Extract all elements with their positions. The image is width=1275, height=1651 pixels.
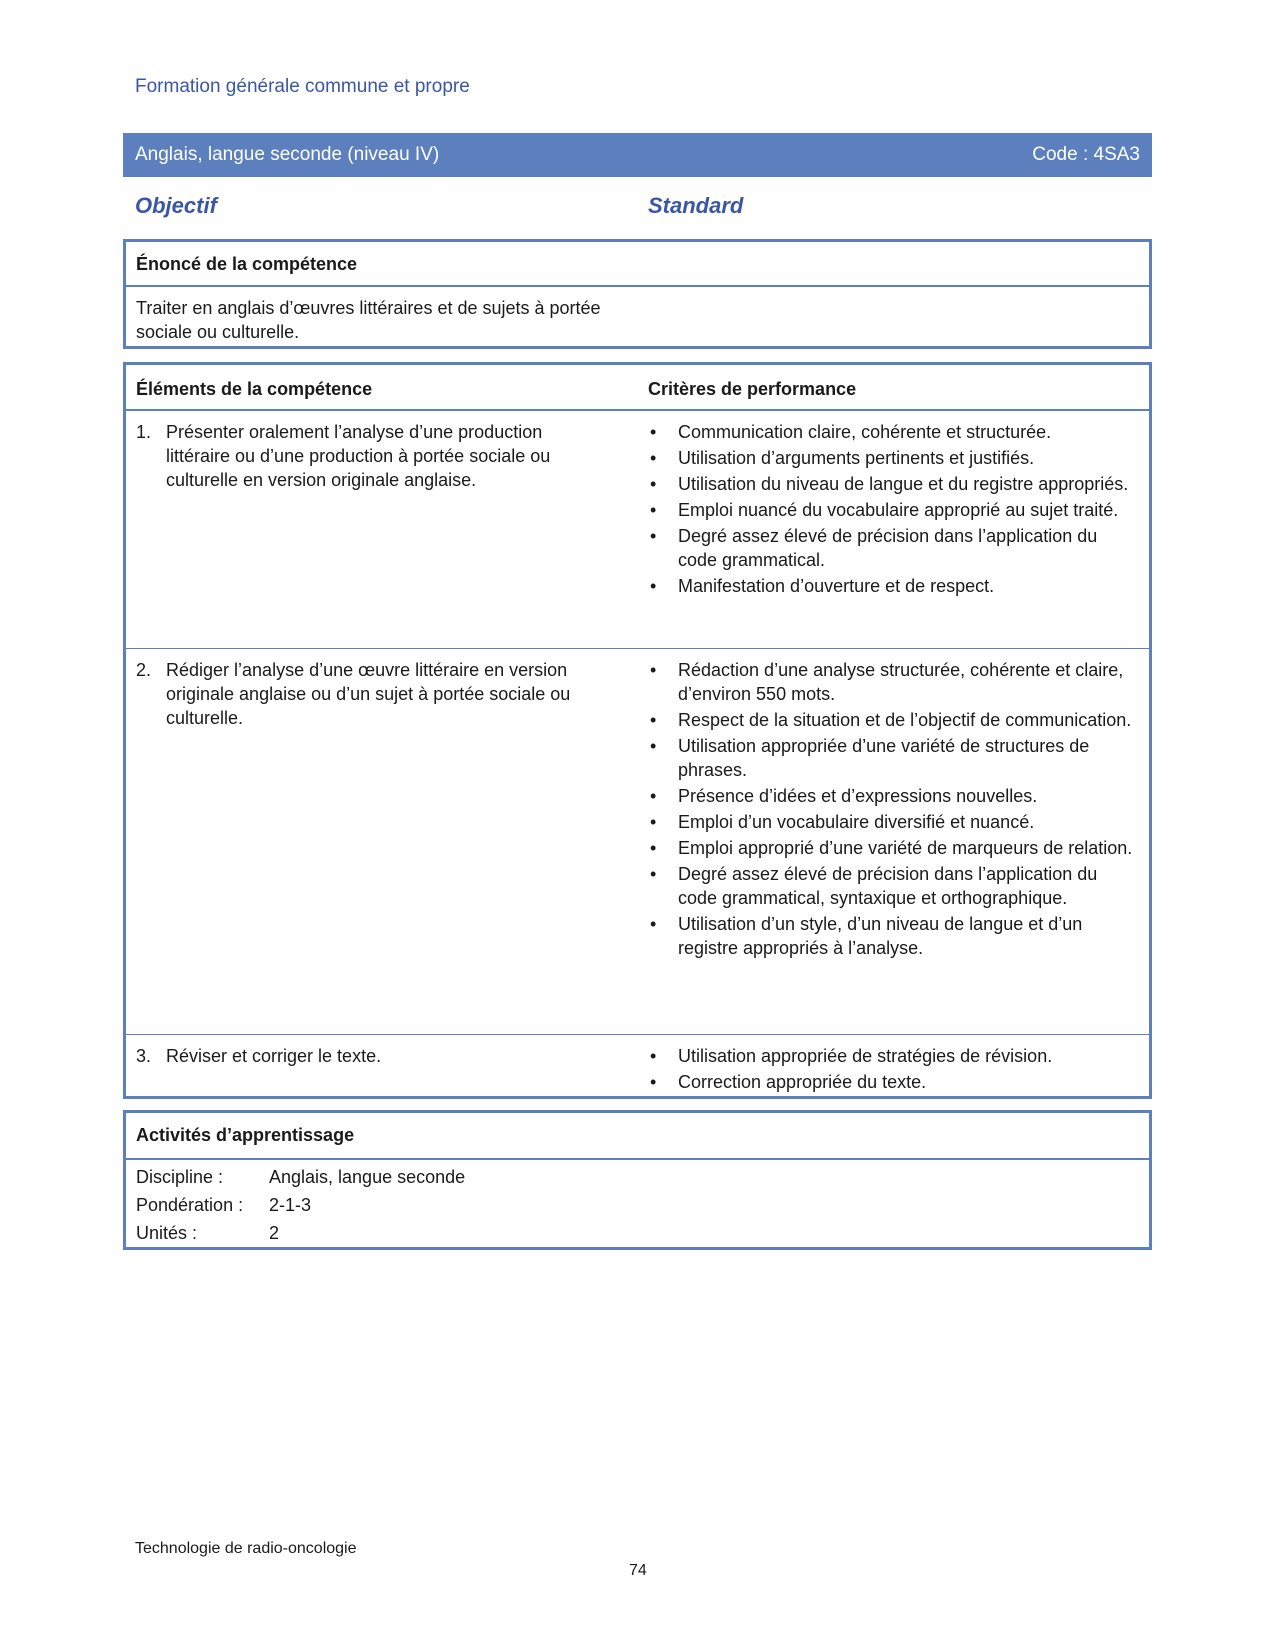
section-title: Formation générale commune et propre bbox=[135, 76, 470, 97]
criteria-text: Rédaction d’une analyse structurée, cohérente et claire, d’environ 550 mots. bbox=[678, 660, 1124, 704]
criteria-text: Utilisation appropriée d’une variété de structures de phrases. bbox=[678, 736, 1090, 780]
ponderation-value: 2-1-3 bbox=[269, 1195, 312, 1215]
element-text: Rédiger l’analyse d’une œuvre littéraire en version originale anglaise ou d’un sujet à portée sociale ou culturelle. bbox=[166, 660, 571, 728]
bullet-icon: • bbox=[650, 526, 657, 546]
criteria-text: Degré assez élevé de précision dans l’application du code grammatical. bbox=[678, 526, 1098, 570]
course-code: Code : 4SA3 bbox=[1032, 144, 1140, 165]
criteria-text: Correction appropriée du texte. bbox=[678, 1072, 927, 1092]
criteria-text: Utilisation d’un style, d’un niveau de langue et d’un registre appropriés à l’analyse. bbox=[678, 914, 1083, 958]
course-band bbox=[123, 133, 1152, 177]
element-number: 1. bbox=[136, 422, 152, 442]
criteria-item bbox=[648, 658, 1138, 706]
bullet-icon: • bbox=[650, 914, 657, 934]
bullet-icon: • bbox=[650, 710, 657, 730]
criteria-list bbox=[648, 1044, 1138, 1096]
bullet-icon: • bbox=[650, 812, 657, 832]
enonce-divider bbox=[126, 285, 1149, 287]
discipline-row bbox=[136, 1167, 465, 1188]
criteria-text: Emploi approprié d’une variété de marqueurs de relation. bbox=[678, 838, 1133, 858]
bullet-icon: • bbox=[650, 786, 657, 806]
criteria-text: Utilisation appropriée de stratégies de révision. bbox=[678, 1046, 1053, 1066]
element-number: 3. bbox=[136, 1046, 152, 1066]
bullet-icon: • bbox=[650, 1046, 657, 1066]
enonce-heading: Énoncé de la compétence bbox=[136, 254, 358, 274]
course-name: Anglais, langue seconde (niveau IV) bbox=[135, 144, 440, 165]
criteria-text: Emploi d’un vocabulaire diversifié et nuancé. bbox=[678, 812, 1035, 832]
criteria-text: Utilisation du niveau de langue et du registre appropriés. bbox=[678, 474, 1129, 494]
elements-table bbox=[123, 362, 1152, 1099]
activites-box bbox=[123, 1110, 1152, 1250]
bullet-icon: • bbox=[650, 864, 657, 884]
ponderation-label: Pondération : bbox=[136, 1195, 244, 1215]
criteria-heading: Critères de performance bbox=[648, 379, 857, 399]
unites-value: 2 bbox=[269, 1223, 280, 1243]
criteria-list bbox=[648, 658, 1138, 962]
criteria-item bbox=[648, 574, 1138, 598]
criteria-item bbox=[648, 862, 1138, 910]
criteria-item bbox=[648, 446, 1138, 470]
competence-element bbox=[136, 420, 606, 492]
unites-row bbox=[136, 1223, 279, 1244]
bullet-icon: • bbox=[650, 1072, 657, 1092]
bullet-icon: • bbox=[650, 474, 657, 494]
criteria-item bbox=[648, 708, 1138, 732]
element-number: 2. bbox=[136, 660, 152, 680]
element-text: Présenter oralement l’analyse d’une production littéraire ou d’une production à portée sociale ou culturelle en version originale anglaise. bbox=[166, 422, 551, 490]
criteria-item bbox=[648, 836, 1138, 860]
activites-heading: Activités d’apprentissage bbox=[136, 1125, 355, 1145]
element-text: Réviser et corriger le texte. bbox=[166, 1046, 382, 1066]
criteria-item bbox=[648, 472, 1138, 496]
ponderation-row bbox=[136, 1195, 311, 1216]
bullet-icon: • bbox=[650, 422, 657, 442]
objectif-label: Objectif bbox=[135, 193, 217, 218]
standard-label: Standard bbox=[648, 193, 744, 218]
row-divider bbox=[126, 648, 1149, 649]
enonce-text: Traiter en anglais d’œuvres littéraires et de sujets à portée sociale ou culturelle. bbox=[136, 298, 601, 342]
criteria-text: Degré assez élevé de précision dans l’application du code grammatical, syntaxique et orthographique. bbox=[678, 864, 1098, 908]
row-divider bbox=[126, 1034, 1149, 1035]
criteria-item bbox=[648, 810, 1138, 834]
criteria-text: Emploi nuancé du vocabulaire approprié au sujet traité. bbox=[678, 500, 1119, 520]
bullet-icon: • bbox=[650, 576, 657, 596]
discipline-label: Discipline : bbox=[136, 1167, 224, 1187]
criteria-item bbox=[648, 1044, 1138, 1068]
bullet-icon: • bbox=[650, 838, 657, 858]
elements-header-divider bbox=[126, 409, 1149, 411]
footer-program: Technologie de radio-oncologie bbox=[135, 1540, 357, 1557]
bullet-icon: • bbox=[650, 500, 657, 520]
criteria-item bbox=[648, 524, 1138, 572]
bullet-icon: • bbox=[650, 736, 657, 756]
unites-label: Unités : bbox=[136, 1223, 198, 1243]
criteria-text: Utilisation d’arguments pertinents et justifiés. bbox=[678, 448, 1035, 468]
criteria-list bbox=[648, 420, 1138, 600]
criteria-text: Communication claire, cohérente et structurée. bbox=[678, 422, 1052, 442]
page-number: 74 bbox=[629, 1562, 647, 1579]
elements-heading: Éléments de la compétence bbox=[136, 379, 373, 399]
competence-element bbox=[136, 658, 606, 730]
discipline-value: Anglais, langue seconde bbox=[269, 1167, 466, 1187]
criteria-text: Présence d’idées et d’expressions nouvelles. bbox=[678, 786, 1038, 806]
enonce-box bbox=[123, 239, 1152, 349]
activites-divider bbox=[126, 1158, 1149, 1160]
criteria-item bbox=[648, 912, 1138, 960]
criteria-item bbox=[648, 734, 1138, 782]
criteria-item bbox=[648, 1070, 1138, 1094]
competence-element bbox=[136, 1044, 606, 1068]
criteria-item bbox=[648, 784, 1138, 808]
criteria-item bbox=[648, 420, 1138, 444]
criteria-text: Respect de la situation et de l’objectif de communication. bbox=[678, 710, 1132, 730]
bullet-icon: • bbox=[650, 448, 657, 468]
bullet-icon: • bbox=[650, 660, 657, 680]
criteria-text: Manifestation d’ouverture et de respect. bbox=[678, 576, 995, 596]
criteria-item bbox=[648, 498, 1138, 522]
